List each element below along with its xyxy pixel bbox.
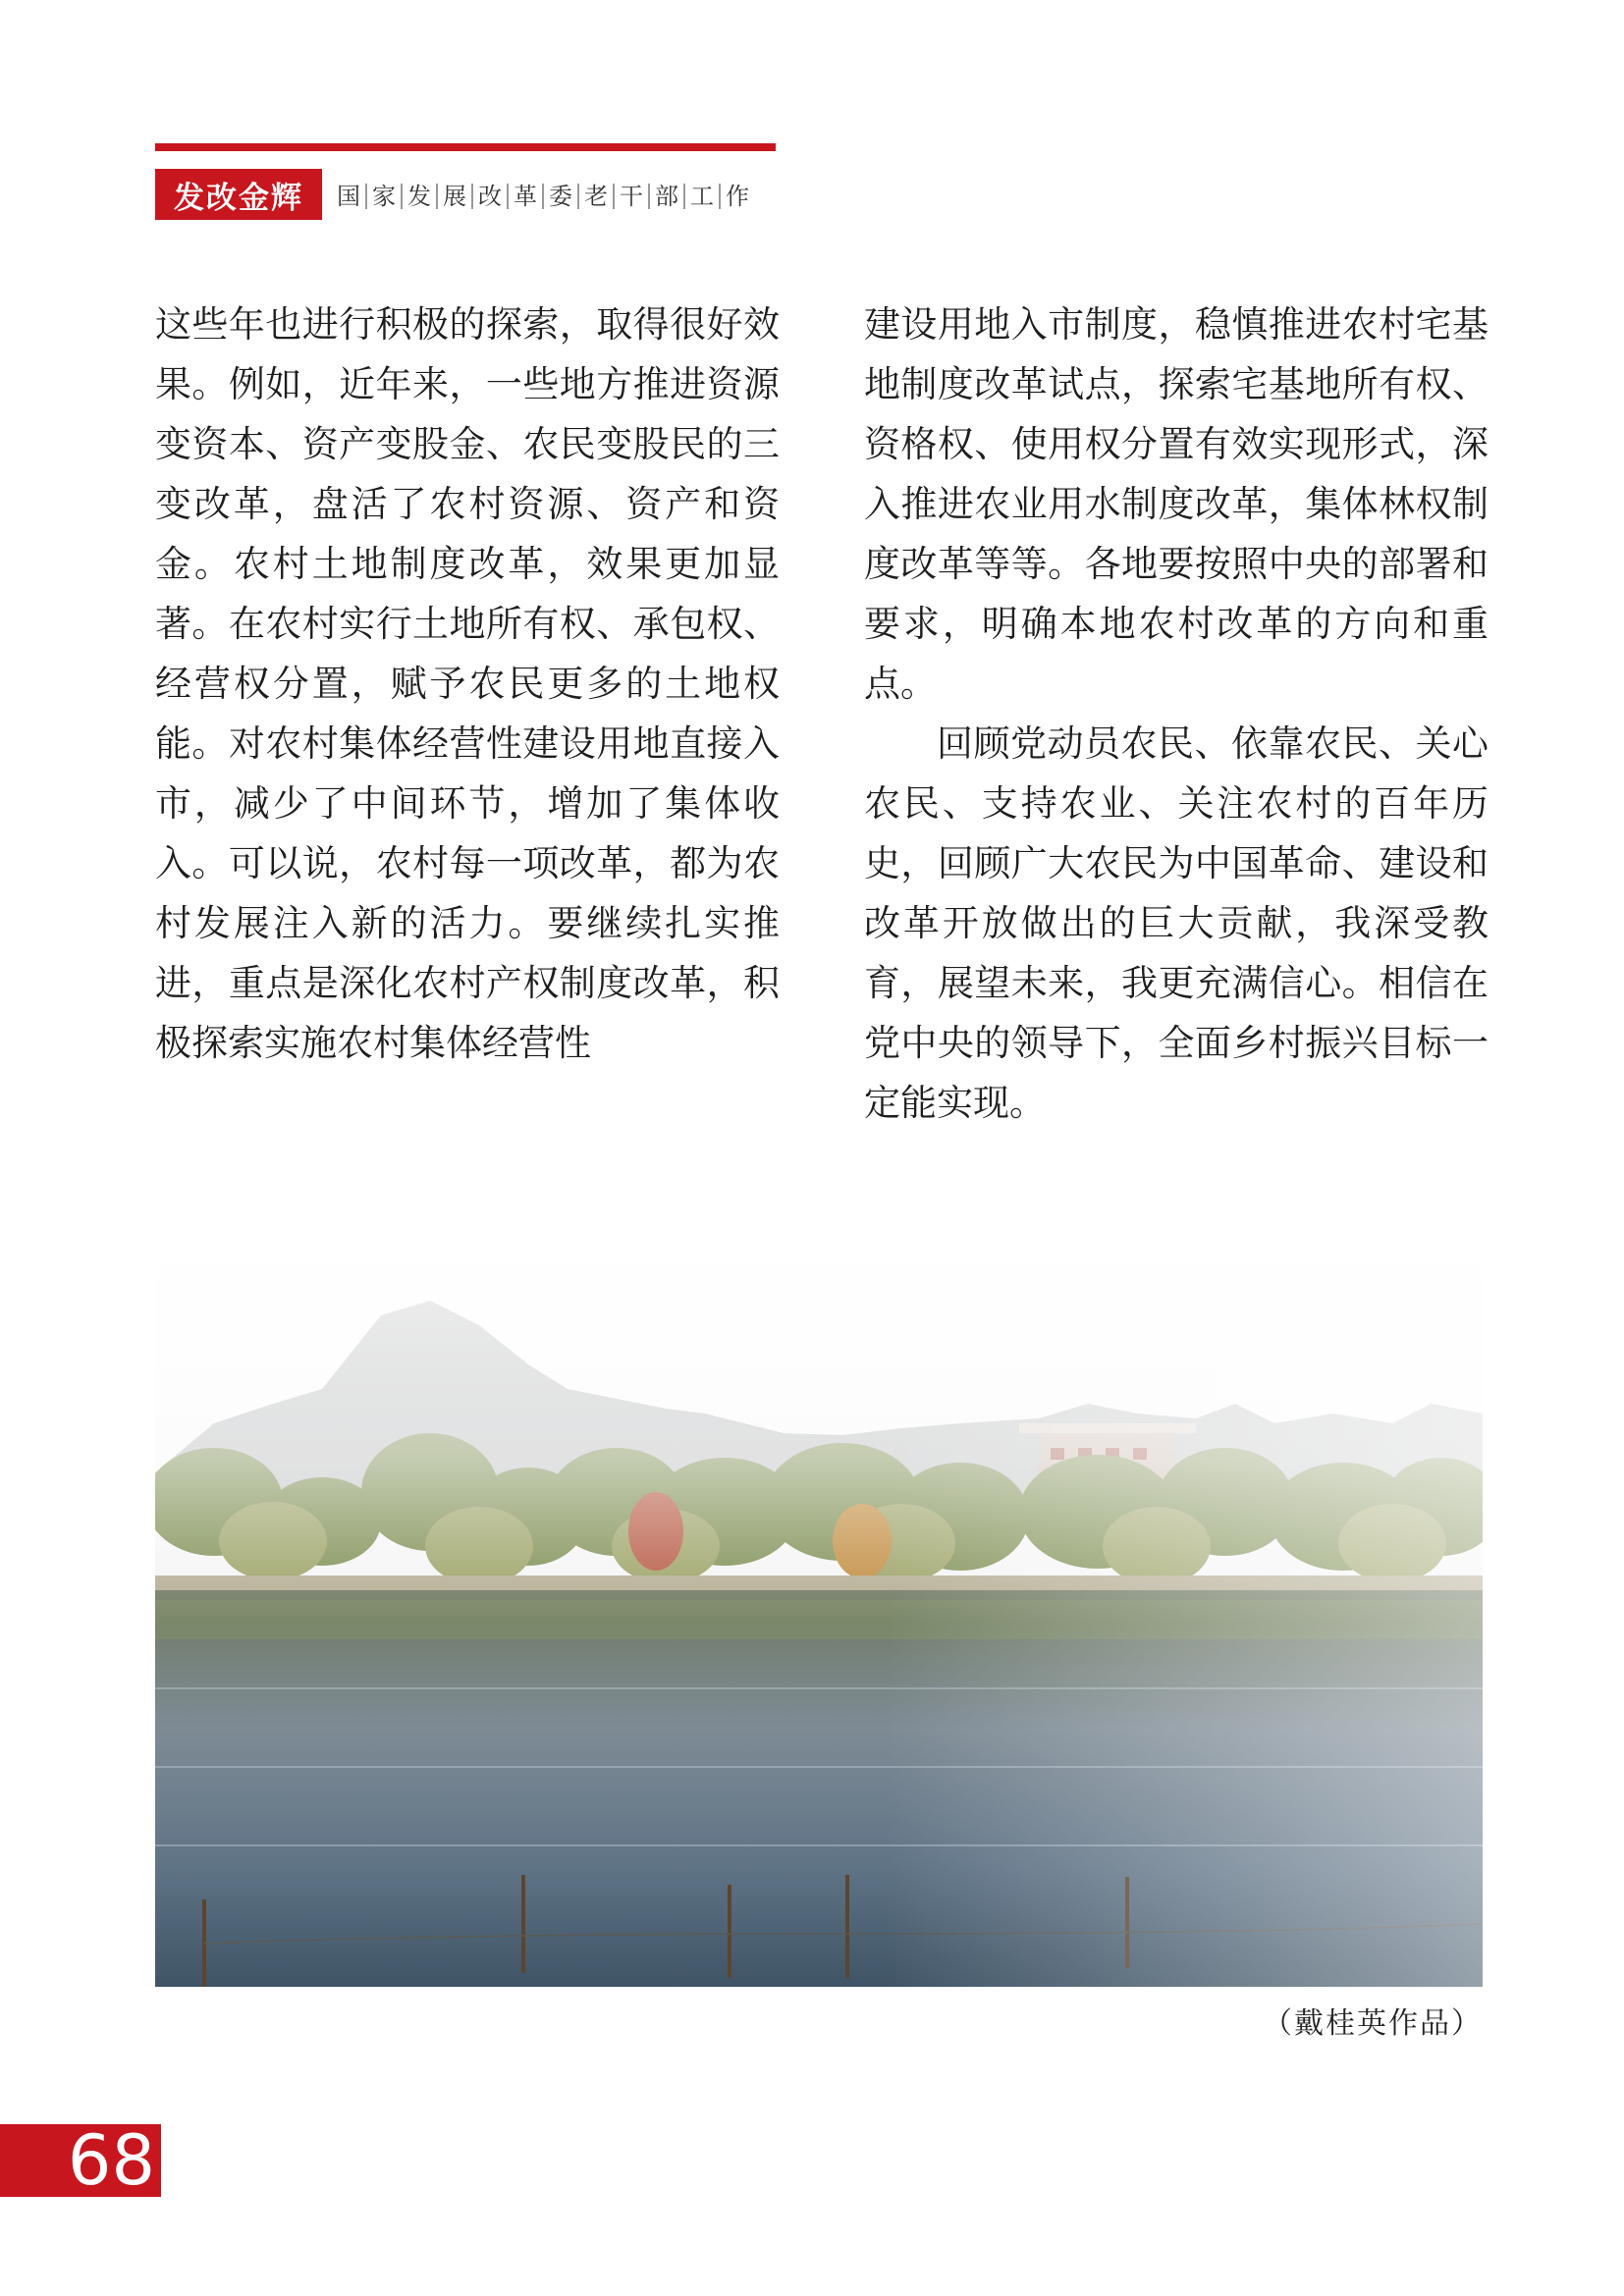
department-title-char: 老 xyxy=(579,184,615,209)
department-title-char: 展 xyxy=(438,184,473,209)
department-title-char: 家 xyxy=(367,184,403,209)
department-title-char: 发 xyxy=(403,184,438,209)
department-title xyxy=(332,177,754,216)
brand-logo: 发改金辉 xyxy=(155,169,322,220)
department-title-char: 干 xyxy=(615,184,650,209)
article-left-column xyxy=(155,294,780,1073)
article-right-column xyxy=(864,294,1489,1133)
department-title-char: 工 xyxy=(685,184,721,209)
article-paragraph: 这些年也进行积极的探索，取得很好效果。例如，近年来，一些地方推进资源变资本、资产变股金、农民变股民的三变改革，盘活了农村资源、资产和资金。农村土地制度改革，效果更加显著。在农村实行土地所有权、承包权、经营权分置，赋予农民更多的土地权能。对农村集体经营性建设用地直接入市，减少了中间环节，增加了集体收入。可以说，农村每一项改革，都为农村发展注入新的活力。要继续扎实推进，重点是深化农村产权制度改革，积极探索实施农村集体经营性 xyxy=(155,303,780,1064)
department-title-char: 革 xyxy=(509,184,544,209)
department-title-char: 改 xyxy=(473,184,509,209)
photo-caption: （戴桂英作品） xyxy=(1263,2006,1483,2041)
page-number: 68 xyxy=(0,2124,161,2197)
department-title-char: 国 xyxy=(332,184,367,209)
landscape-photo xyxy=(155,1178,1483,1987)
article-paragraph: 建设用地入市制度，稳慎推进农村宅基地制度改革试点，探索宅基地所有权、资格权、使用权分置有效实现形式，深入推进农业用水制度改革，集体林权制度改革等等。各地要按照中央的部署和要求，明确本地农村改革的方向和重点。 xyxy=(864,303,1489,705)
article-paragraph: 回顾党动员农民、依靠农民、关心农民、支持农业、关注农村的百年历史，回顾广大农民为中国革命、建设和改革开放做出的巨大贡献，我深受教育，展望未来，我更充满信心。相信在党中央的领导下，全面乡村振兴目标一定能实现。 xyxy=(864,722,1489,1124)
header-rule xyxy=(155,143,776,151)
department-title-char: 作 xyxy=(726,183,749,210)
landscape-photo-icon xyxy=(155,1178,1483,1987)
department-title-char: 部 xyxy=(650,184,685,209)
department-title-char: 委 xyxy=(544,184,579,209)
